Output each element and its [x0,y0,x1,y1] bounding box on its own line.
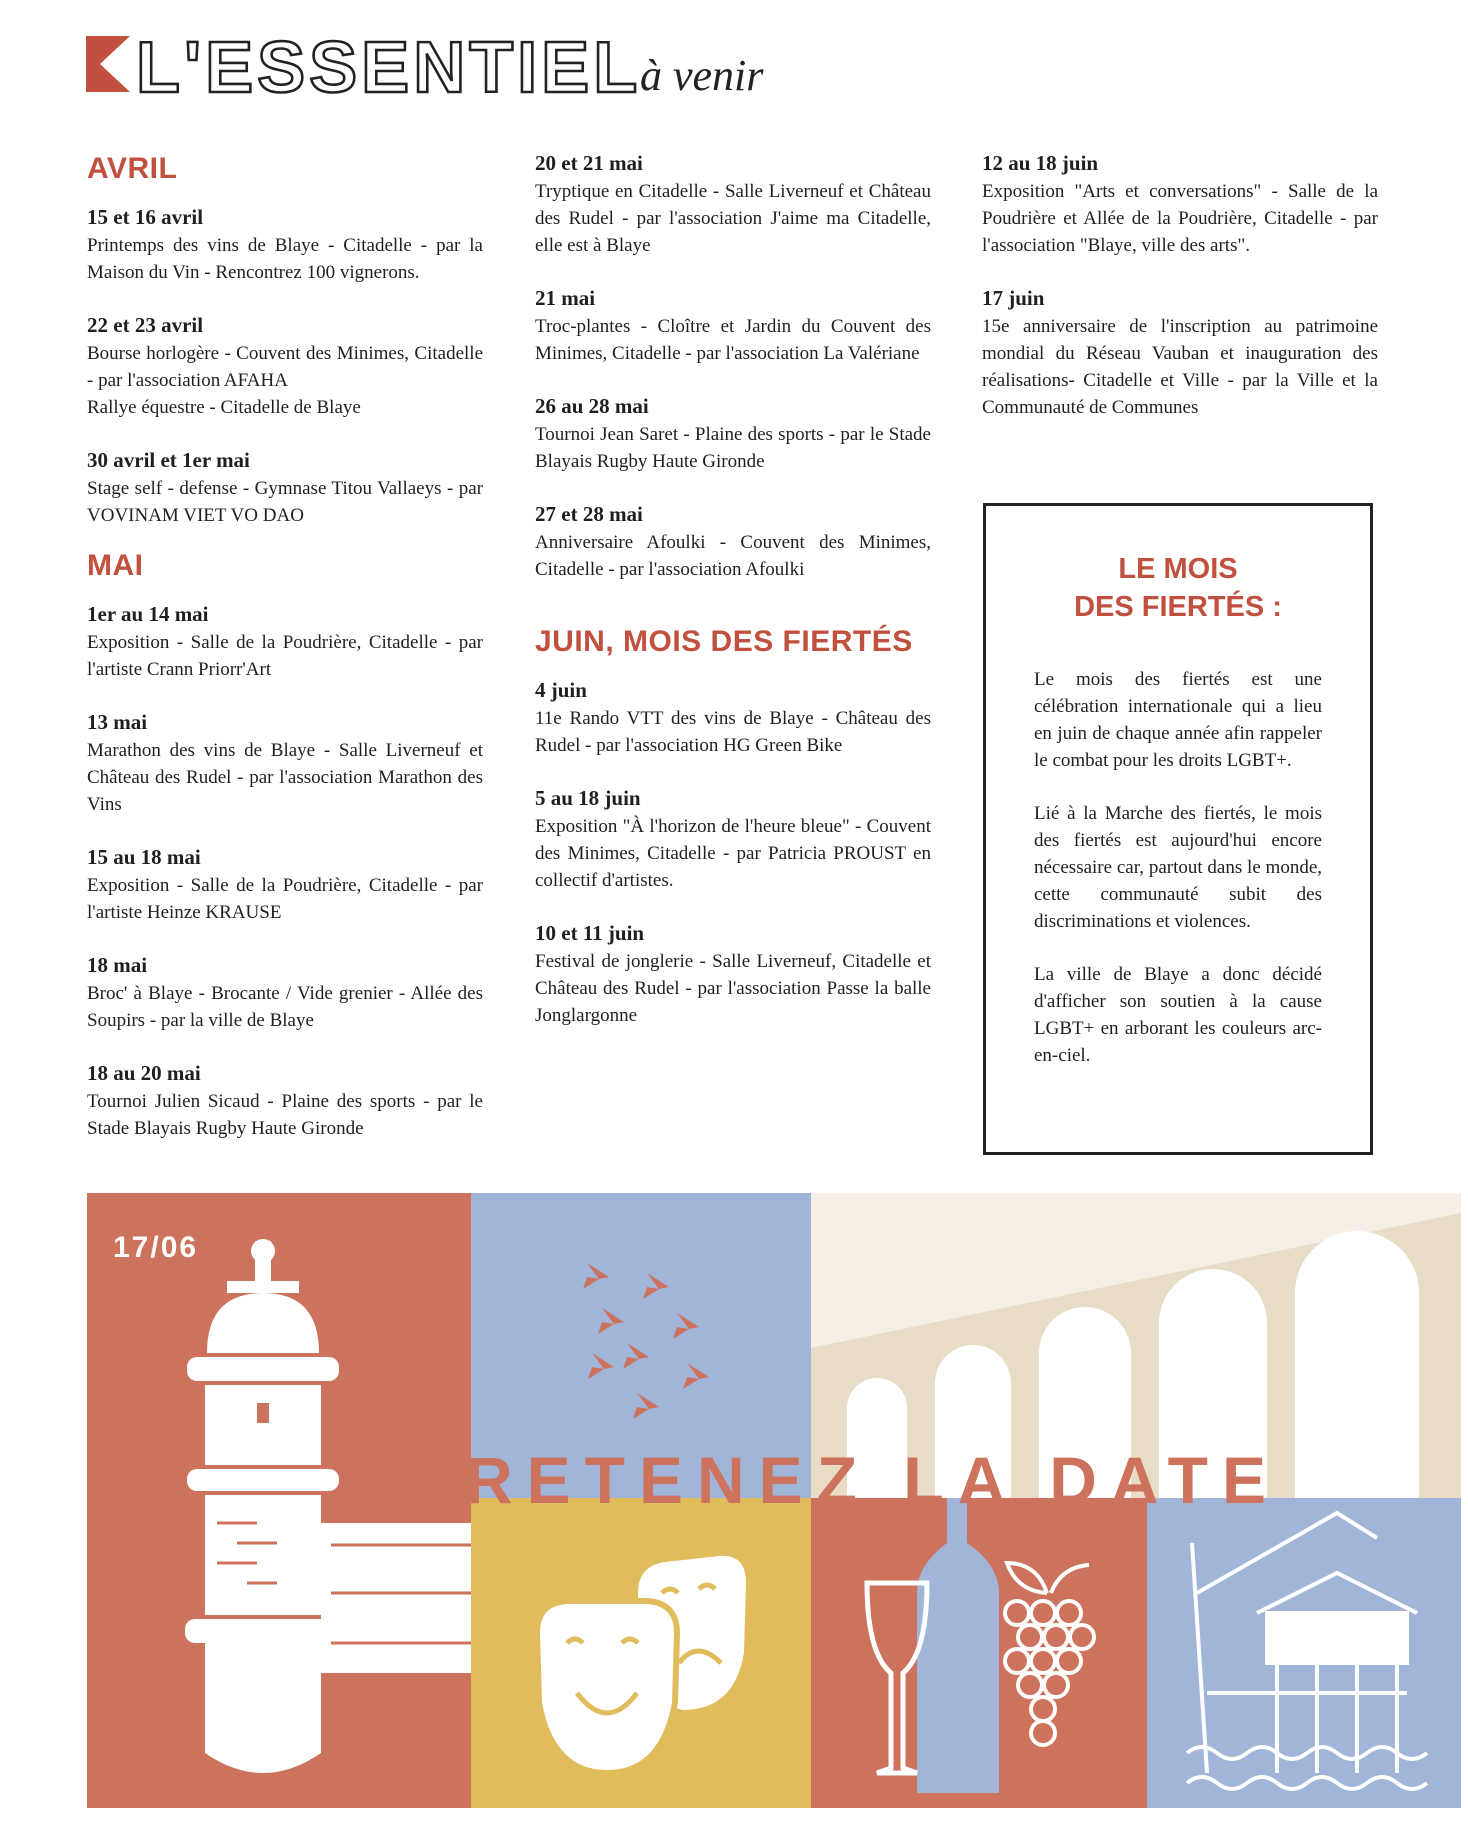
event-date: 17 juin [982,286,1045,310]
event-date: 5 au 18 juin [535,786,641,810]
event-description: Anniversaire Afoulki - Couvent des Minimes, Citadelle - par l'association Afoulki [535,532,931,580]
month-heading-juin: JUIN, MOIS DES FIERTÉS [535,625,913,658]
event-description: Exposition - Salle de la Poudrière, Citadelle - par l'artiste Heinze KRAUSE [87,875,483,923]
event-date: 12 au 18 juin [982,151,1099,175]
column-2 [535,150,931,1055]
event-item [535,785,931,894]
event-date: 15 au 18 mai [87,845,201,869]
event-item [535,920,931,1029]
event-description: Troc-plantes - Cloître et Jardin du Couvent des Minimes, Citadelle - par l'association La Valériane [535,316,931,364]
event-description-2: Rallye équestre - Citadelle de Blaye [87,397,361,418]
event-item [982,285,1378,421]
event-description: Bourse horlogère - Couvent des Minimes, Citadelle - par l'association AFAHA [87,343,483,391]
box-title: LE MOIS DES FIERTÉS : [1074,553,1282,623]
event-date: 1er au 14 mai [87,602,209,626]
event-item [535,150,931,259]
event-item [982,150,1378,259]
event-description: Exposition "À l'horizon de l'heure bleue" - Couvent des Minimes, Citadelle - par Patricia PROUST en collectif d'artistes. [535,816,931,891]
event-description: Printemps des vins de Blaye - Citadelle - par la Maison du Vin - Rencontrez 100 vignerons. [87,235,483,283]
event-item [87,601,483,683]
event-description: Stage self - defense - Gymnase Titou Vallaeys - par VOVINAM VIET VO DAO [87,478,483,526]
event-description: Marathon des vins de Blaye - Salle Liverneuf et Château des Rudel - par l'association Marathon des Vins [87,740,483,815]
event-description: Tournoi Julien Sicaud - Plaine des sports - par le Stade Blayais Rugby Haute Gironde [87,1091,483,1139]
event-item [87,447,483,529]
save-the-date-banner [87,1193,1461,1808]
event-description: Festival de jonglerie - Salle Liverneuf, Citadelle et Château des Rudel - par l'association Passe la balle Jonglargonne [535,951,931,1026]
column-1 [87,150,483,1168]
event-item [535,285,931,367]
event-date: 15 et 16 avril [87,205,204,229]
event-item [87,204,483,286]
event-date: 26 au 28 mai [535,394,649,418]
event-item [87,952,483,1034]
event-description: Tryptique en Citadelle - Salle Liverneuf et Château des Rudel - par l'association J'aime ma Citadelle, elle est à Blaye [535,181,931,256]
event-date: 13 mai [87,710,148,734]
page-subtitle: à venir [640,51,764,100]
event-item [87,1060,483,1142]
event-date: 21 mai [535,286,596,310]
event-description: Tournoi Jean Saret - Plaine des sports - par le Stade Blayais Rugby Haute Gironde [535,424,931,472]
event-item [535,501,931,583]
event-item [535,393,931,475]
page-title: L'ESSENTIEL [136,28,642,108]
box-paragraph: La ville de Blaye a donc décidé d'afficher son soutien à la cause LGBT+ en arborant les couleurs arc-en-ciel. [1034,964,1322,1066]
event-date: 18 au 20 mai [87,1061,201,1085]
column-3 [982,150,1378,447]
month-heading-avril: AVRIL [87,152,178,185]
event-date: 27 et 28 mai [535,502,643,526]
event-description: 15e anniversaire de l'inscription au patrimoine mondial du Réseau Vauban et inauguration des réalisations- Citadelle et Ville - par la Ville et la Communauté de Communes [982,316,1378,418]
event-date: 30 avril et 1er mai [87,448,250,472]
banner-illustration [87,1193,1461,1808]
event-date: 4 juin [535,678,587,702]
event-description: Broc' à Blaye - Brocante / Vide grenier - Allée des Soupirs - par la ville de Blaye [87,983,483,1031]
pride-month-box [983,503,1373,1155]
banner-headline: RETENEZ LA DATE [465,1443,1280,1517]
event-date: 20 et 21 mai [535,151,643,175]
event-description: Exposition "Arts et conversations" - Salle de la Poudrière et Allée de la Poudrière, Citadelle - par l'association "Blaye, ville des arts". [982,181,1378,256]
box-paragraph: Lié à la Marche des fiertés, le mois des fiertés est aujourd'hui encore nécessaire car, partout dans le monde, cette communauté subit des discriminations et violences. [1034,803,1322,932]
event-item [87,312,483,421]
event-date: 22 et 23 avril [87,313,204,337]
banner-date: 17/06 [113,1231,199,1264]
event-item [87,709,483,818]
box-paragraph: Le mois des fiertés est une célébration internationale qui a lieu en juin de chaque année afin rappeler le combat pour les droits LGBT+. [1034,669,1322,771]
month-heading-mai: MAI [87,549,144,582]
event-date: 10 et 11 juin [535,921,645,945]
event-description: 11e Rando VTT des vins de Blaye - Château des Rudel - par l'association HG Green Bike [535,708,931,756]
event-description: Exposition - Salle de la Poudrière, Citadelle - par l'artiste Crann Priorr'Art [87,632,483,680]
brand-logo-icon [86,36,130,92]
event-date: 18 mai [87,953,148,977]
event-item [87,844,483,926]
event-item [535,677,931,759]
